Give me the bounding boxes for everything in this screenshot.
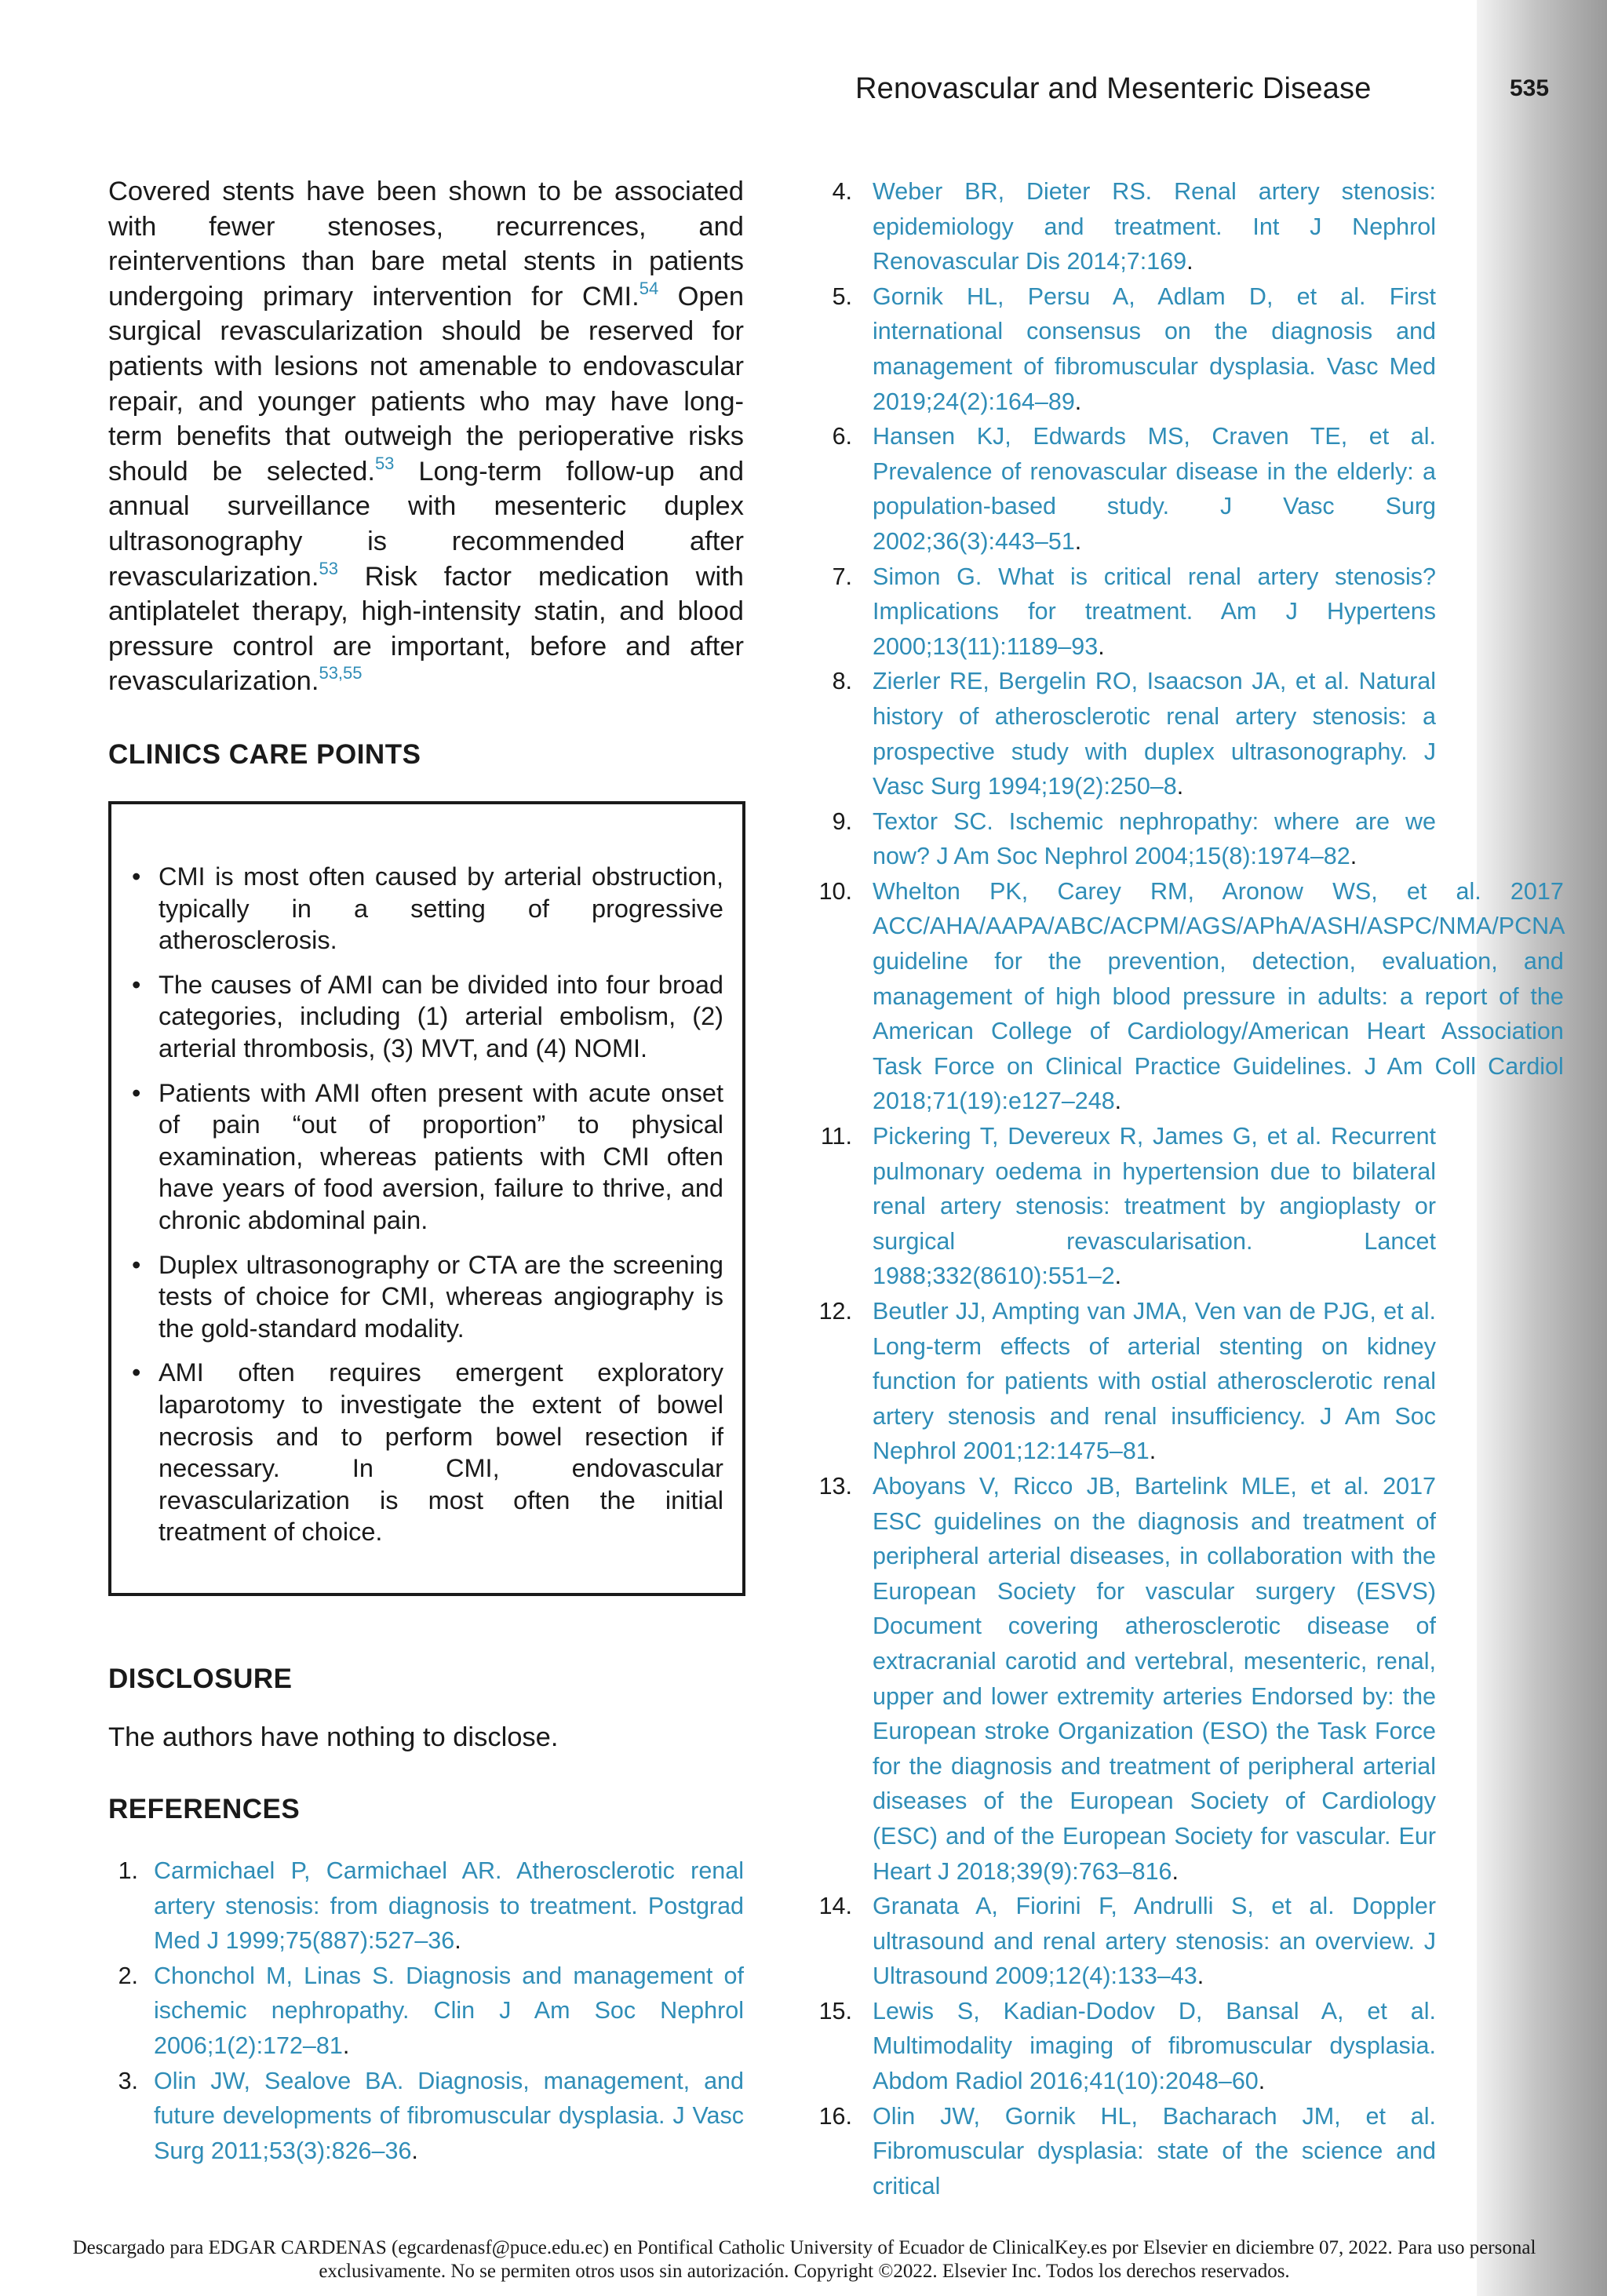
care-point-text: AMI often requires emergent exploratory laparotomy to investigate the extent of bowel necrosis and to perform bowel resection if necessary. In CMI, endovascular revascularization is most often the initial treatment of choice. xyxy=(159,1358,723,1547)
care-point-text: Duplex ultrasonography or CTA are the screening tests of choice for CMI, whereas angiography is the gold-standard modality. xyxy=(159,1250,723,1343)
reference-link[interactable]: Olin JW, Gornik HL, Bacharach JM, et al. Fibromuscular dysplasia: state of the science and critical xyxy=(873,2102,1436,2199)
body-paragraph xyxy=(108,174,744,699)
reference-number: 1. xyxy=(118,1857,138,1884)
clinics-care-points-box xyxy=(108,801,745,1596)
reference-item: 2. Chonchol M, Linas S. Diagnosis and management of ischemic nephropathy. Clin J Am Soc Nephrol 2006;1(2):172–81. xyxy=(108,1959,744,2064)
reference-item: 7. Simon G. What is critical renal artery stenosis? Implications for treatment. Am J Hypertens 2000;13(11):1189–93. xyxy=(808,559,1436,665)
reference-number: 6. xyxy=(832,423,852,450)
reference-number: 10. xyxy=(818,877,852,905)
reference-link[interactable]: Weber BR, Dieter RS. Renal artery stenosis: epidemiology and treatment. Int J Nephrol Renovascular Dis 2014;7:169 xyxy=(873,178,1436,275)
bullet-icon: • xyxy=(132,970,141,999)
reference-number: 5. xyxy=(832,282,852,310)
reference-link[interactable]: Beutler JJ, Ampting van JMA, Ven van de PJG, et al. Long-term effects of arterial stenting on kidney function for patients with ostial atherosclerotic renal artery stenosis and renal insufficiency. J Am Soc Nephrol 2001;12:1475–81 xyxy=(873,1298,1436,1465)
reference-item: 3. Olin JW, Sealove BA. Diagnosis, management, and future developments of fibromuscular dysplasia. J Vasc Surg 2011;53(3):826–36. xyxy=(108,2064,744,2169)
reference-link[interactable]: Lewis S, Kadian-Dodov D, Bansal A, et al. Multimodality imaging of fibromuscular dysplasia. Abdom Radiol 2016;41(10):2048–60 xyxy=(873,1997,1436,2095)
disclosure-heading: DISCLOSURE xyxy=(108,1664,293,1694)
reference-number: 14. xyxy=(818,1893,852,1920)
reference-item: 5. Gornik HL, Persu A, Adlam D, et al. First international consensus on the diagnosis and management of fibromuscular dysplasia. Vasc Med 2019;24(2):164–89. xyxy=(808,279,1436,419)
reference-number: 11. xyxy=(820,1123,852,1150)
page-number: 535 xyxy=(1510,75,1550,101)
bullet-icon: • xyxy=(132,1358,141,1387)
bullet-icon: • xyxy=(132,1250,141,1279)
reference-link[interactable]: Chonchol M, Linas S. Diagnosis and management of ischemic nephropathy. Clin J Am Soc Nephrol 2006;1(2):172–81 xyxy=(154,1962,744,2059)
reference-link[interactable]: Whelton PK, Carey RM, Aronow WS, et al. 2017 ACC/AHA/AAPA/ABC/ACPM/AGS/APhA/ASH/ASPC/NMA/PCNA guideline for the prevention, detection, evaluation, and management of high blood pressure in adults: a report of the American College of Cardiology/American Heart Association Task Force on Clinical Practice Guidelines. J Am Coll Cardiol 2018;71(19):e127–248 xyxy=(873,877,1565,1115)
reference-number: 7. xyxy=(832,563,852,590)
care-point-item xyxy=(129,861,723,957)
care-point-text: Patients with AMI often present with acute onset of pain “out of proportion” to physical examination, whereas patients with CMI often have years of food aversion, failure to thrive, and chronic abdominal pain. xyxy=(159,1078,723,1234)
references-right-column xyxy=(808,174,1565,2203)
reference-item: 13. Aboyans V, Ricco JB, Bartelink MLE, et al. 2017 ESC guidelines on the diagnosis and treatment of peripheral arterial diseases, in collaboration with the European Society for vascular surgery (ESVS) Document covering atherosclerotic disease of extracranial carotid and vertebral, mesenteric, renal, upper and lower extremity arteries Endorsed by: the European stroke Organization (ESO) the Task Force for the diagnosis and treatment of peripheral arterial diseases of the European Society of Cardiology (ESC) and of the European Society for vascular. Eur Heart J 2018;39(9):763–816. xyxy=(808,1469,1436,1889)
reference-item: 1. Carmichael P, Carmichael AR. Atherosclerotic renal artery stenosis: from diagnosis to treatment. Postgrad Med J 1999;75(887):527–36. xyxy=(108,1853,744,1959)
body-text: Long-term follow-up and annual surveillance with mesenteric duplex ultrasonography is recommended after revascularization. xyxy=(108,456,745,592)
care-point-item xyxy=(129,969,723,1065)
reference-item xyxy=(808,2099,1436,2204)
reference-number: 15. xyxy=(818,1997,852,2024)
care-point-text: The causes of AMI can be divided into four broad categories, including (1) arterial embolism, (2) arterial thrombosis, (3) MVT, and (4) NOMI. xyxy=(159,970,723,1062)
reference-item: 4. Weber BR, Dieter RS. Renal artery stenosis: epidemiology and treatment. Int J Nephrol Renovascular Dis 2014;7:169. xyxy=(808,174,1436,279)
reference-item: 10. Whelton PK, Carey RM, Aronow WS, et al. 2017 ACC/AHA/AAPA/ABC/ACPM/AGS/APhA/ASH/ASPC/NMA/PCNA guideline for the prevention, detection, evaluation, and management of high blood pressure in adults: a report of the American College of Cardiology/American Heart Association Task Force on Clinical Practice Guidelines. J Am Coll Cardiol 2018;71(19):e127–248. xyxy=(808,874,1436,1119)
references-left-column xyxy=(108,1853,744,2168)
reference-link[interactable]: Granata A, Fiorini F, Andrulli S, et al. Doppler ultrasound and renal artery stenosis: an overview. J Ultrasound 2009;12(4):133–43 xyxy=(873,1893,1436,1990)
body-text: Open surgical revascularization should be reserved for patients with lesions not amenable to endovascular repair, and younger patients who may have long-term benefits that outweigh the perioperative risks should be selected. xyxy=(108,281,745,487)
bullet-icon: • xyxy=(132,862,141,891)
reference-number: 3. xyxy=(118,2067,138,2094)
running-head: Renovascular and Mesenteric Disease xyxy=(855,72,1372,105)
download-footer-note: Descargado para EDGAR CARDENAS (egcardenasf@puce.edu.ec) en Pontifical Catholic University of Ecuador de ClinicalKey.es por Elsevier en diciembre 07, 2022. Para uso personal exclusivamente. No se permiten otros usos sin autorización. Copyright ©2022. Elsevier Inc. Todos los derechos reservados. xyxy=(72,2237,1536,2282)
page-edge-shading xyxy=(1477,0,1607,2296)
reference-item: 8. Zierler RE, Bergelin RO, Isaacson JA, et al. Natural history of atherosclerotic renal artery stenosis: a prospective study with duplex ultrasonography. J Vasc Surg 1994;19(2):250–8. xyxy=(808,664,1436,804)
citation-link[interactable]: 53,55 xyxy=(319,663,363,683)
references-heading: REFERENCES xyxy=(108,1794,301,1824)
left-column xyxy=(108,174,744,699)
reference-link[interactable]: Aboyans V, Ricco JB, Bartelink MLE, et al. 2017 ESC guidelines on the diagnosis and treatment of peripheral arterial diseases, in collaboration with the European Society for vascular surgery (ESVS) Document covering atherosclerotic disease of extracranial carotid and vertebral, mesenteric, renal, upper and lower extremity arteries Endorsed by: the European stroke Organization (ESO) the Task Force for the diagnosis and treatment of peripheral arterial diseases of the European Society of Cardiology (ESC) and of the European Society for vascular. Eur Heart J 2018;39(9):763–816 xyxy=(873,1472,1436,1885)
reference-item: 15. Lewis S, Kadian-Dodov D, Bansal A, et al. Multimodality imaging of fibromuscular dysplasia. Abdom Radiol 2016;41(10):2048–60. xyxy=(808,1994,1436,2099)
reference-number: 13. xyxy=(818,1472,852,1500)
reference-number: 2. xyxy=(118,1962,138,1989)
care-point-item xyxy=(129,1249,723,1345)
reference-item: 11. Pickering T, Devereux R, James G, et al. Recurrent pulmonary oedema in hypertension due to bilateral renal artery stenosis: treatment by angioplasty or surgical revascularisation. Lancet 1988;332(8610):551–2. xyxy=(808,1119,1436,1294)
reference-link[interactable]: Textor SC. Ischemic nephropathy: where are we now? J Am Soc Nephrol 2004;15(8):1974–82 xyxy=(873,807,1436,870)
reference-link[interactable]: Gornik HL, Persu A, Adlam D, et al. First international consensus on the diagnosis and management of fibromuscular dysplasia. Vasc Med 2019;24(2):164–89 xyxy=(873,282,1436,415)
reference-list xyxy=(108,1853,744,2168)
reference-link[interactable]: Carmichael P, Carmichael AR. Atherosclerotic renal artery stenosis: from diagnosis to treatment. Postgrad Med J 1999;75(887):527–36 xyxy=(154,1857,744,1955)
reference-link[interactable]: Hansen KJ, Edwards MS, Craven TE, et al. Prevalence of renovascular disease in the elderly: a population-based study. J Vasc Surg 2002;36(3):443–51 xyxy=(873,423,1436,555)
reference-link[interactable]: Zierler RE, Bergelin RO, Isaacson JA, et al. Natural history of atherosclerotic renal artery stenosis: a prospective study with duplex ultrasonography. J Vasc Surg 1994;19(2):250–8 xyxy=(873,668,1436,800)
reference-number: 9. xyxy=(832,807,852,835)
care-point-item xyxy=(129,1357,723,1548)
body-text: Risk factor medication with antiplatelet therapy, high-intensity statin, and blood pressure control are important, before and after revascularization. xyxy=(108,561,744,697)
reference-item: 9. Textor SC. Ischemic nephropathy: where are we now? J Am Soc Nephrol 2004;15(8):1974–82. xyxy=(808,804,1436,874)
citation-link[interactable]: 54 xyxy=(639,278,659,298)
care-point-item xyxy=(129,1077,723,1237)
disclosure-text: The authors have nothing to disclose. xyxy=(108,1722,559,1752)
reference-list xyxy=(808,174,1565,2203)
reference-number: 16. xyxy=(818,2102,852,2130)
reference-item: 12. Beutler JJ, Ampting van JMA, Ven van de PJG, et al. Long-term effects of arterial stenting on kidney function for patients with ostial atherosclerotic renal artery stenosis and renal insufficiency. J Am Soc Nephrol 2001;12:1475–81. xyxy=(808,1294,1436,1469)
reference-number: 12. xyxy=(818,1298,852,1325)
care-points-list xyxy=(129,861,723,1548)
body-text: Covered stents have been shown to be associated with fewer stenoses, recurrences, and reinterventions than bare metal stents in patients undergoing primary intervention for CMI. xyxy=(108,177,744,312)
care-point-text: CMI is most often caused by arterial obstruction, typically in a setting of progressive atherosclerosis. xyxy=(159,862,723,955)
reference-item: 6. Hansen KJ, Edwards MS, Craven TE, et al. Prevalence of renovascular disease in the elderly: a population-based study. J Vasc Surg 2002;36(3):443–51. xyxy=(808,419,1436,559)
bullet-icon: • xyxy=(132,1078,141,1107)
reference-link[interactable]: Pickering T, Devereux R, James G, et al. Recurrent pulmonary oedema in hypertension due to bilateral renal artery stenosis: treatment by angioplasty or surgical revascularisation. Lancet 1988;332(8610):551–2 xyxy=(873,1123,1436,1290)
reference-link[interactable]: Simon G. What is critical renal artery stenosis? Implications for treatment. Am J Hypertens 2000;13(11):1189–93 xyxy=(873,563,1436,660)
reference-link[interactable]: Olin JW, Sealove BA. Diagnosis, management, and future developments of fibromuscular dysplasia. J Vasc Surg 2011;53(3):826–36 xyxy=(154,2067,744,2164)
reference-item: 14. Granata A, Fiorini F, Andrulli S, et al. Doppler ultrasound and renal artery stenosis: an overview. J Ultrasound 2009;12(4):133–43. xyxy=(808,1889,1436,1994)
citation-link[interactable]: 53 xyxy=(374,453,395,473)
reference-number: 4. xyxy=(832,178,852,205)
reference-number: 8. xyxy=(832,668,852,695)
clinics-care-points-heading: CLINICS CARE POINTS xyxy=(108,739,421,770)
citation-link[interactable]: 53 xyxy=(319,558,338,578)
